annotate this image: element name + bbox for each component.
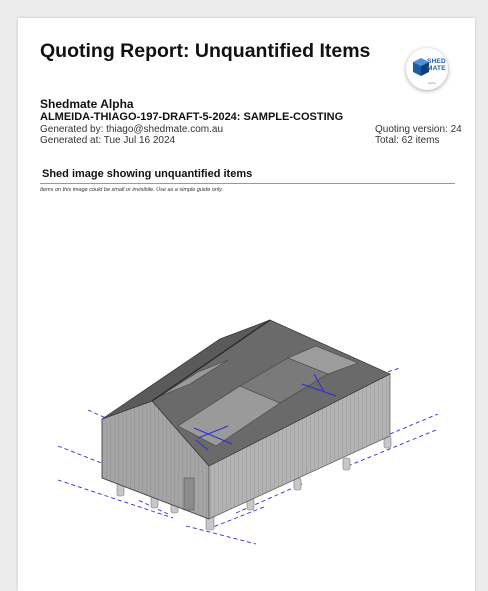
company-name: Shedmate Alpha — [40, 97, 134, 111]
project-name: ALMEIDA-THIAGO-197-DRAFT-5-2024: SAMPLE-COSTING — [40, 111, 344, 123]
generated-by: Generated by: thiago@shedmate.com.au — [40, 124, 224, 135]
total-items: Total: 62 items — [375, 135, 440, 146]
quoting-version: Quoting version: 24 — [375, 124, 462, 135]
logo-text-mate: MATE — [427, 65, 446, 72]
section-title: Shed image showing unquantified items — [42, 168, 253, 180]
shedmate-logo — [406, 48, 448, 90]
logo-text-shed: SHED — [427, 58, 446, 65]
report-page — [18, 18, 475, 591]
section-note: Items on this image could be small or invisibile. Use as a simple guide only. — [40, 187, 224, 193]
generated-at: Generated at: Tue Jul 16 2024 — [40, 135, 176, 146]
door — [184, 478, 194, 510]
report-title: Quoting Report: Unquantified Items — [40, 40, 371, 62]
shed-image — [18, 198, 475, 591]
logo-subtext: Alpha — [428, 81, 436, 85]
section-divider — [40, 183, 455, 184]
